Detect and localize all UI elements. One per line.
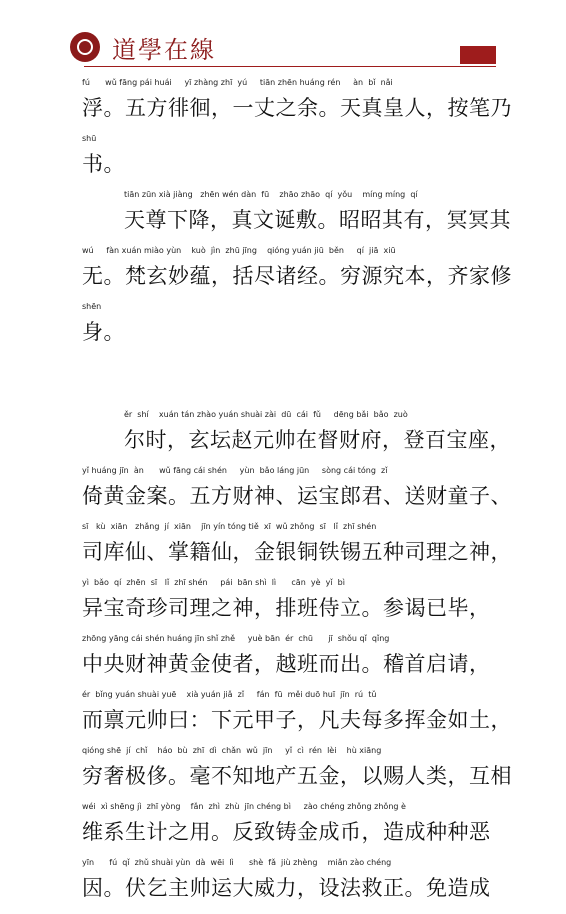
pinyin-annotation: wéi xì shēng jì zhī yòng fǎn zhì zhù jīn chéng bì zào chéng zhǒng zhǒng è (82, 802, 406, 811)
text-line (82, 578, 502, 634)
text-line (82, 466, 512, 522)
pinyin-annotation: wú fàn xuán miào yùn kuò jìn zhū jīng qióng yuán jiū běn qí jiā xiū (82, 246, 396, 255)
pinyin-annotation: yīn fú qǐ zhǔ shuài yùn dà wēi lì shè fǎ jiù zhèng miǎn zào chéng (82, 858, 392, 867)
header-divider (84, 66, 496, 67)
pinyin-annotation: ér bǐng yuán shuài yuē xià yuán jiǎ zǐ fán fū měi duō huī jīn rú tǔ (82, 690, 377, 699)
text-line (82, 134, 502, 190)
pinyin-annotation: ěr shí xuán tán zhào yuán shuài zài dū cái fǔ dēng bǎi bǎo zuò (124, 410, 408, 419)
chinese-text: 浮。五方徘徊，一丈之余。天真皇人，按笔乃 (82, 96, 512, 120)
chinese-text: 书。 (82, 152, 125, 176)
text-line (82, 858, 502, 914)
pinyin-annotation: sī kù xiān zhǎng jí xiān jīn yín tóng tiě xī wǔ zhǒng sī lǐ zhī shén (82, 522, 377, 531)
chinese-text: 维系生计之用。反致铸金成币，造成种种恶 (82, 820, 491, 844)
chinese-text: 中央财神黄金使者，越班而出。稽首启请， (82, 652, 491, 676)
text-line (82, 690, 512, 746)
pinyin-annotation: tiān zūn xià jiàng zhēn wén dàn fū zhāo zhāo qí yǒu míng míng qí (124, 190, 418, 199)
chinese-text: 天尊下降，真文诞敷。昭昭其有，冥冥其 (124, 208, 511, 232)
text-line (82, 78, 512, 134)
text-line (82, 246, 512, 302)
pinyin-annotation: zhōng yāng cái shén huáng jīn shǐ zhě yuè bān ér chū jī shǒu qǐ qǐng (82, 634, 390, 643)
chinese-text: 因。伏乞主帅运大威力，设法救正。免造成 (82, 876, 491, 900)
header-red-block (460, 46, 496, 64)
text-line (82, 634, 502, 690)
chinese-text: 尔时，玄坛赵元帅在督财府，登百宝座， (124, 428, 511, 452)
pinyin-annotation: qióng shē jí chǐ háo bù zhī dì chǎn wǔ jīn yǐ cì rén lèi hù xiāng (82, 746, 382, 755)
text-line (82, 302, 502, 358)
chinese-text: 倚黄金案。五方财神、运宝郎君、送财童子、 (82, 484, 512, 508)
pinyin-annotation: shū (82, 134, 97, 143)
pinyin-annotation: yì bǎo qí zhēn sī lǐ zhī shén pái bān shì lì cān yè yǐ bì (82, 578, 345, 587)
text-line (82, 746, 512, 802)
text-line (82, 190, 511, 246)
daoxue-logo-icon (70, 32, 100, 62)
text-line (82, 802, 502, 858)
chinese-text: 司库仙、掌籍仙，金银铜铁锡五种司理之神， (82, 540, 512, 564)
chinese-text: 而禀元帅曰：下元甲子，凡夫每多挥金如土， (82, 708, 512, 732)
scripture-text (82, 78, 512, 914)
paragraph-gap (82, 358, 502, 410)
text-line (82, 410, 511, 466)
pinyin-annotation: shēn (82, 302, 102, 311)
brand-title: 道學在線 (112, 36, 216, 64)
chinese-text: 身。 (82, 320, 125, 344)
header (0, 0, 566, 72)
chinese-text: 异宝奇珍司理之神，排班侍立。参谒已毕， (82, 596, 491, 620)
pinyin-annotation: yǐ huáng jīn àn wǔ fāng cái shén yùn bǎo láng jūn sòng cái tóng zǐ (82, 466, 388, 475)
chinese-text: 无。梵玄妙蕴，括尽诸经。穷源究本，齐家修 (82, 264, 512, 288)
chinese-text: 穷奢极侈。毫不知地产五金，以赐人类，互相 (82, 764, 512, 788)
text-line (82, 522, 512, 578)
pinyin-annotation: fú wǔ fāng pái huái yī zhàng zhī yú tiān zhēn huáng rén àn bǐ nǎi (82, 78, 393, 87)
